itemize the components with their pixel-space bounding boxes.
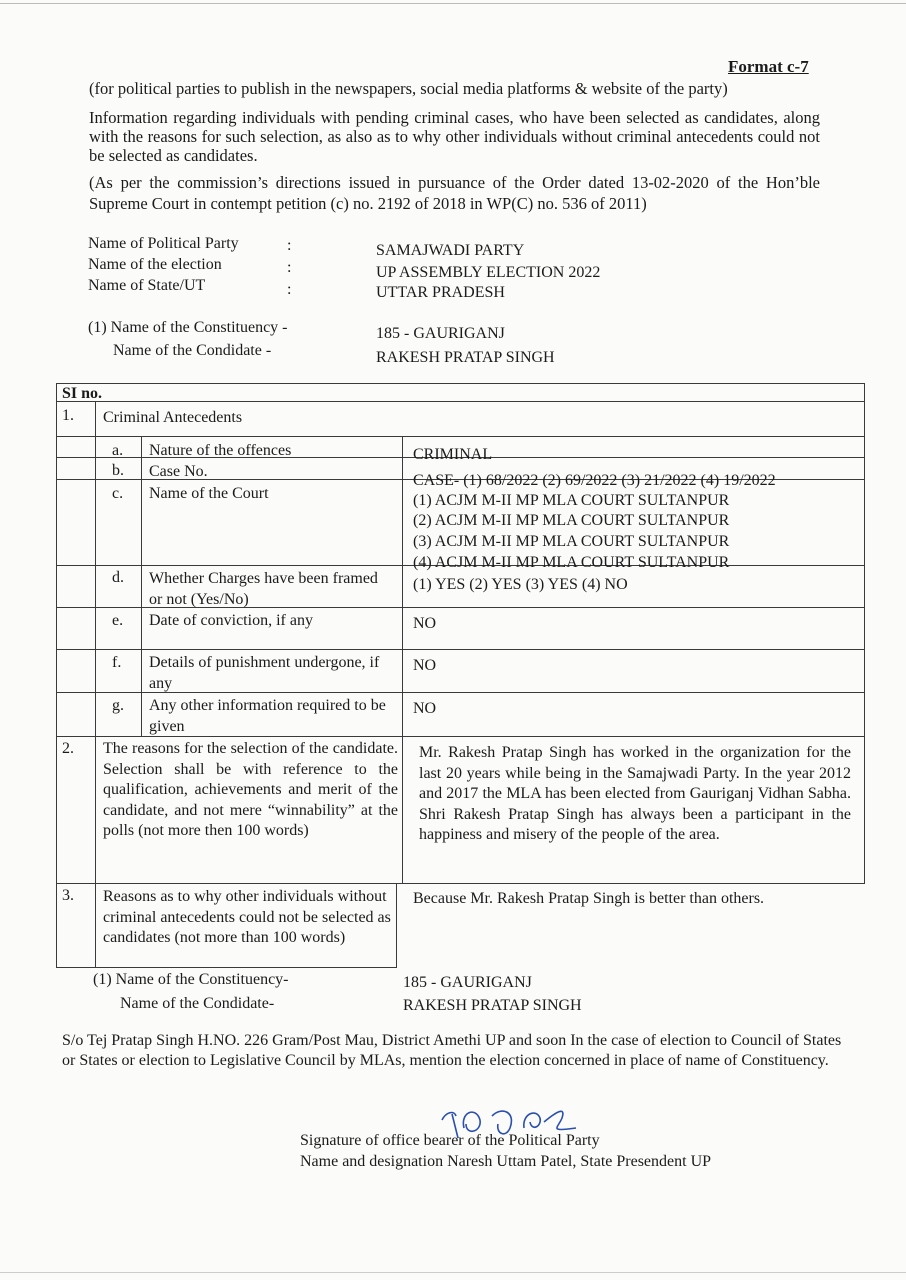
row-3-value: Because Mr. Rakesh Pratap Singh is better than others. <box>413 890 765 907</box>
constituency-label: (1) Name of the Constituency - <box>88 319 288 336</box>
party-colon: : <box>287 237 292 254</box>
after-candidate-label: Name of the Condidate- <box>120 995 275 1012</box>
intro-line-3: (As per the commission’s directions issued in pursuance of the Order dated 13-02-2020 of the Hon’ble Supreme Court in contempt petition (c) no. 2192 of 2018 in WP(C) no. 536 of 2011) <box>89 173 820 213</box>
footer-address-note: S/o Tej Pratap Singh H.NO. 226 Gram/Post Mau, District Amethi UP and soon In the case of election to Council of States or States or election to Legislative Council by MLAs, mention the election concerned in place of name of Constituency. <box>62 1032 842 1069</box>
row-c-court-4: (4) ACJM M-II MP MLA COURT SULTANPUR <box>413 554 730 571</box>
row-g-label: Any other information required to be given <box>149 697 386 735</box>
table-line <box>396 883 397 968</box>
after-constituency-value: 185 - GAURIGANJ <box>403 974 532 991</box>
row-3-number: 3. <box>62 887 74 904</box>
state-colon: : <box>287 281 292 298</box>
row-a-value: CRIMINAL <box>413 446 493 463</box>
party-label: Name of Political Party <box>88 235 239 252</box>
table-line <box>95 401 96 968</box>
intro-line-1: (for political parties to publish in the newspapers, social media platforms & website of the party) <box>89 79 728 98</box>
table-line <box>56 883 865 884</box>
election-value: UP ASSEMBLY ELECTION 2022 <box>376 264 601 281</box>
row-2-number: 2. <box>62 740 74 757</box>
signature-block <box>300 1130 711 1172</box>
after-constituency-label: (1) Name of the Constituency- <box>93 971 289 988</box>
party-value: SAMAJWADI PARTY <box>376 242 525 259</box>
table-line <box>56 436 865 437</box>
candidate-value: RAKESH PRATAP SINGH <box>376 349 555 366</box>
table-line <box>141 436 142 736</box>
table-line <box>56 383 57 968</box>
bottom-edge-line <box>0 1272 906 1273</box>
row-g-letter: g. <box>112 697 124 714</box>
election-colon: : <box>287 259 292 276</box>
top-edge-line <box>0 3 906 4</box>
row-3-label: Reasons as to why other individuals without criminal antecedents could not be selected as candidates (not more than 100 words) <box>103 888 391 946</box>
row-1-number: 1. <box>62 407 74 424</box>
row-d-letter: d. <box>112 569 124 586</box>
row-e-label: Date of conviction, if any <box>149 612 313 629</box>
election-label: Name of the election <box>88 256 222 273</box>
state-label: Name of State/UT <box>88 277 206 294</box>
row-2-value: Mr. Rakesh Pratap Singh has worked in the organization for the last 20 years while being in the Samajwadi Party. In the year 2012 and 2017 the MLA has been elected from Gauriganj Vidhan Sabha. Shri Rakesh Pratap Singh has always been a participant in the happiness and misery of the people of the area. <box>419 744 851 843</box>
intro-line-2: Information regarding individuals with pending criminal cases, who have been selected as candidates, along with the reasons for such selection, as also as to why other individuals without criminal antecedents could not be selected as candidates. <box>89 108 820 165</box>
table-line <box>864 383 865 883</box>
criminal-antecedents-table <box>56 383 865 968</box>
signature-line: Signature of office bearer of the Political Party <box>300 1132 600 1149</box>
table-line <box>56 401 865 402</box>
row-1-title: Criminal Antecedents <box>103 409 243 426</box>
after-candidate-value: RAKESH PRATAP SINGH <box>403 997 582 1014</box>
row-a-letter: a. <box>112 442 124 459</box>
row-c-court-2: (2) ACJM M-II MP MLA COURT SULTANPUR <box>413 512 730 529</box>
row-f-letter: f. <box>112 654 122 671</box>
name-designation-line: Name and designation Naresh Uttam Patel, State Presendent UP <box>300 1153 712 1170</box>
row-2-label: The reasons for the selection of the candidate. Selection shall be with reference to the qualification, achievements and merit of the candidate, and not mere “winnability” at the polls (not more then 100 words) <box>103 740 398 839</box>
row-b-letter: b. <box>112 462 124 479</box>
row-c-letter: c. <box>112 485 124 502</box>
row-c-court-1: (1) ACJM M-II MP MLA COURT SULTANPUR <box>413 492 730 509</box>
constituency-value: 185 - GAURIGANJ <box>376 325 505 342</box>
table-line <box>56 967 396 968</box>
row-b-value: CASE- (1) 68/2022 (2) 69/2022 (3) 21/2022 (4) 19/2022 <box>413 472 776 489</box>
row-e-letter: e. <box>112 612 124 629</box>
table-line <box>56 383 865 384</box>
row-e-value: NO <box>413 615 437 632</box>
row-d-value: (1) YES (2) YES (3) YES (4) NO <box>413 576 628 593</box>
candidate-label: Name of the Condidate - <box>113 342 272 359</box>
row-c-court-3: (3) ACJM M-II MP MLA COURT SULTANPUR <box>413 533 730 550</box>
row-f-label: Details of punishment undergone, if any <box>149 654 380 692</box>
state-value: UTTAR PRADESH <box>376 284 505 301</box>
row-b-label: Case No. <box>149 463 208 480</box>
table-header-sl-no: SI no. <box>62 385 103 402</box>
row-f-value: NO <box>413 657 437 674</box>
table-line <box>56 649 865 650</box>
row-g-value: NO <box>413 700 437 717</box>
row-d-label: Whether Charges have been framed or not (Yes/No) <box>149 570 378 608</box>
row-c-label: Name of the Court <box>149 485 269 502</box>
format-label: Format c-7 <box>728 57 809 76</box>
row-a-label: Nature of the offences <box>149 442 292 459</box>
